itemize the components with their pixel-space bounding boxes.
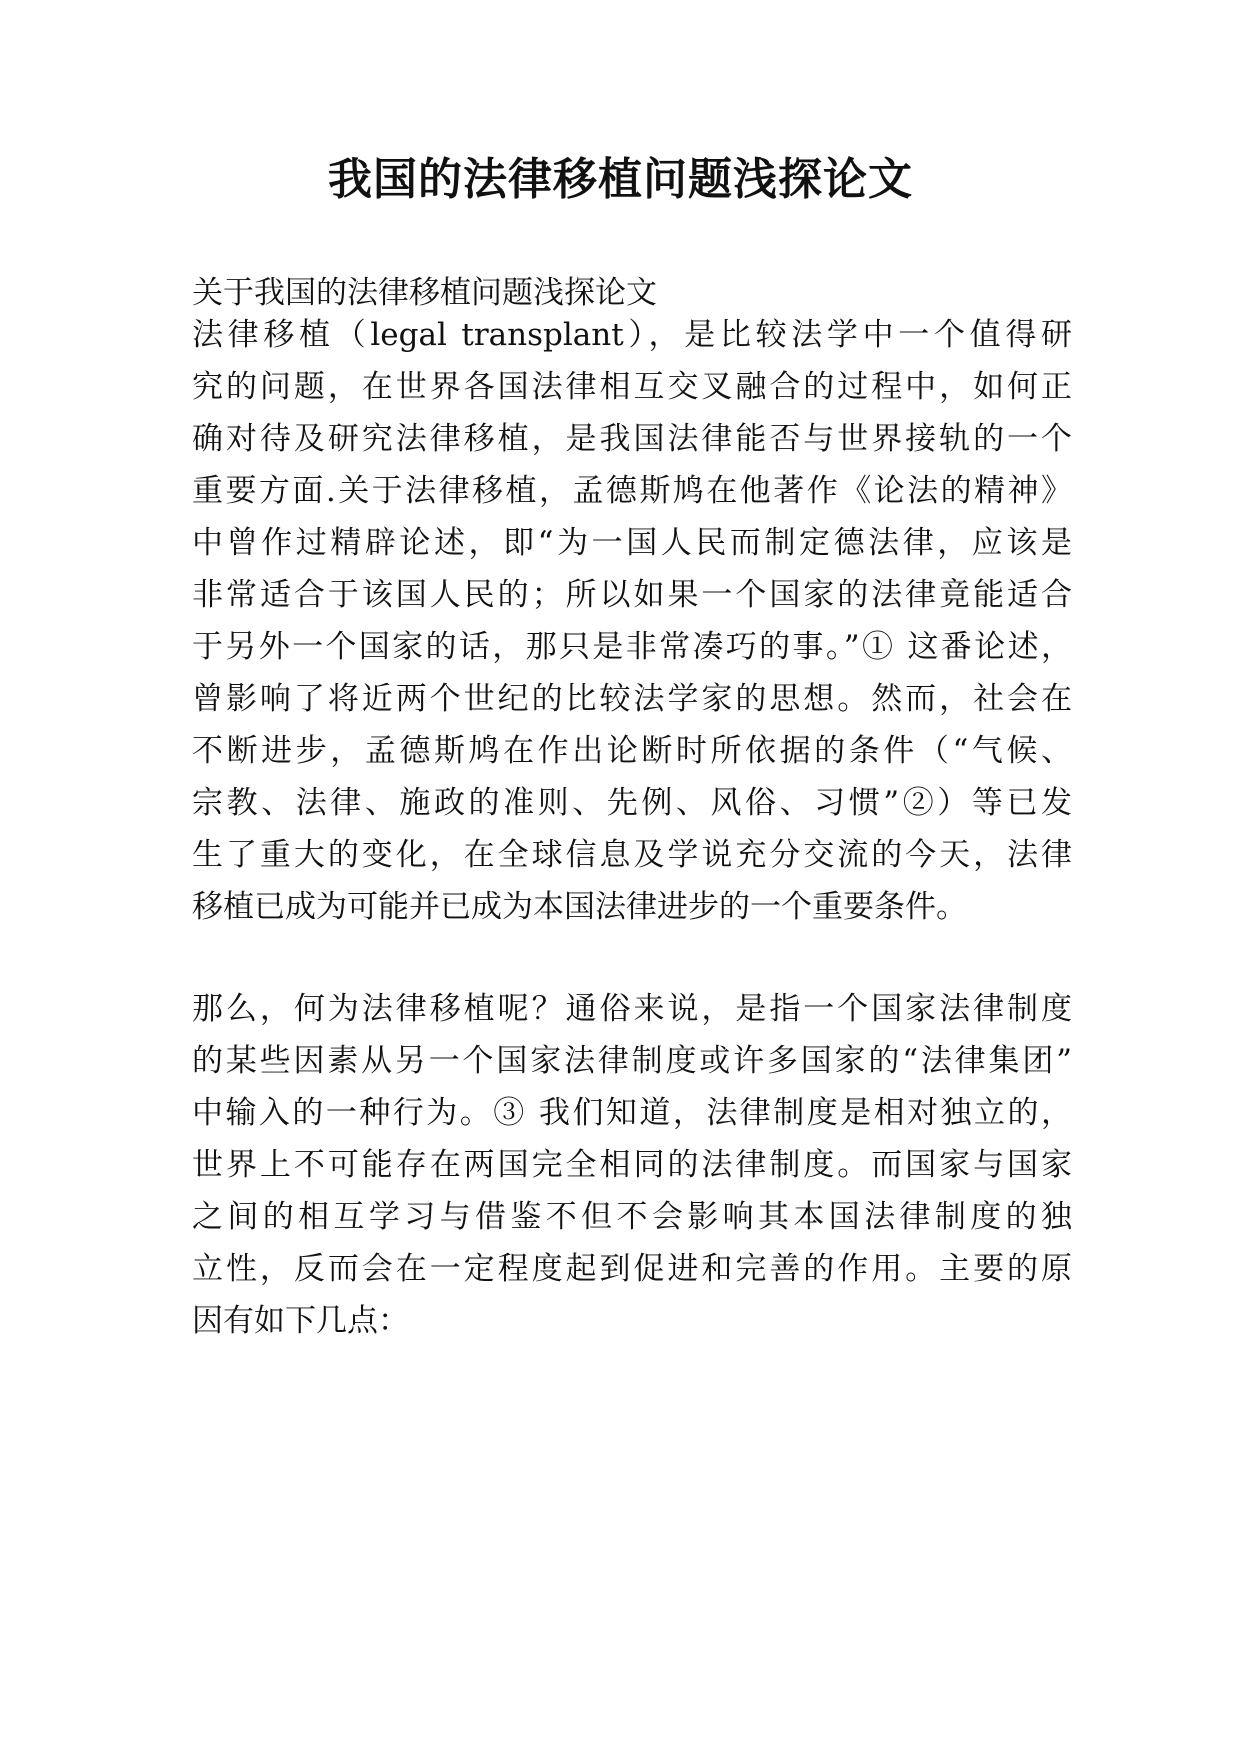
paragraph-line: 于另外一个国家的话，那只是非常凑巧的事。”① 这番论述， (192, 629, 1072, 665)
paragraph-line: 中输入的一种行为。③ 我们知道，法律制度是相对独立的， (192, 1095, 1072, 1131)
document-title: 我国的法律移植问题浅探论文 (328, 154, 913, 205)
paragraph-line: 不断进步，孟德斯鸠在作出论断时所依据的条件（“气候、 (192, 733, 1072, 769)
paragraph-line: 曾影响了将近两个世纪的比较法学家的思想。然而，社会在 (192, 681, 1072, 717)
paragraph-line: 因有如下几点： (192, 1303, 409, 1339)
paragraph-line: 宗教、法律、施政的准则、先例、风俗、习惯”②）等已发 (192, 785, 1072, 821)
paragraph-line: 非常适合于该国人民的；所以如果一个国家的法律竟能适合 (192, 577, 1072, 613)
paragraph-line: 那么，何为法律移植呢？通俗来说，是指一个国家法律制度 (192, 991, 1072, 1027)
paragraph-line: 移植已成为可能并已成为本国法律进步的一个重要条件。 (192, 889, 967, 925)
paragraph-line: 确对待及研究法律移植，是我国法律能否与世界接轨的一个 (192, 421, 1072, 457)
paragraph-line: 究的问题，在世界各国法律相互交叉融合的过程中，如何正 (192, 369, 1072, 405)
paragraph-line: 法律移植（legal transplant），是比较法学中一个值得研 (192, 317, 1072, 353)
paragraph-line: 立性，反而会在一定程度起到促进和完善的作用。主要的原 (192, 1251, 1072, 1287)
paragraph-line: 重要方面.关于法律移植，孟德斯鸠在他著作《论法的精神》 (192, 473, 1072, 509)
document-subtitle: 关于我国的法律移植问题浅探论文 (192, 275, 657, 311)
paragraph-line: 之间的相互学习与借鉴不但不会影响其本国法律制度的独 (192, 1199, 1072, 1235)
paragraph-line: 生了重大的变化，在全球信息及学说充分交流的今天，法律 (192, 837, 1072, 873)
paragraph-line: 的某些因素从另一个国家法律制度或许多国家的“法律集团” (192, 1043, 1072, 1079)
paragraph-line: 世界上不可能存在两国完全相同的法律制度。而国家与国家 (192, 1147, 1072, 1183)
paragraph-line: 中曾作过精辟论述，即“为一国人民而制定德法律，应该是 (192, 525, 1072, 561)
